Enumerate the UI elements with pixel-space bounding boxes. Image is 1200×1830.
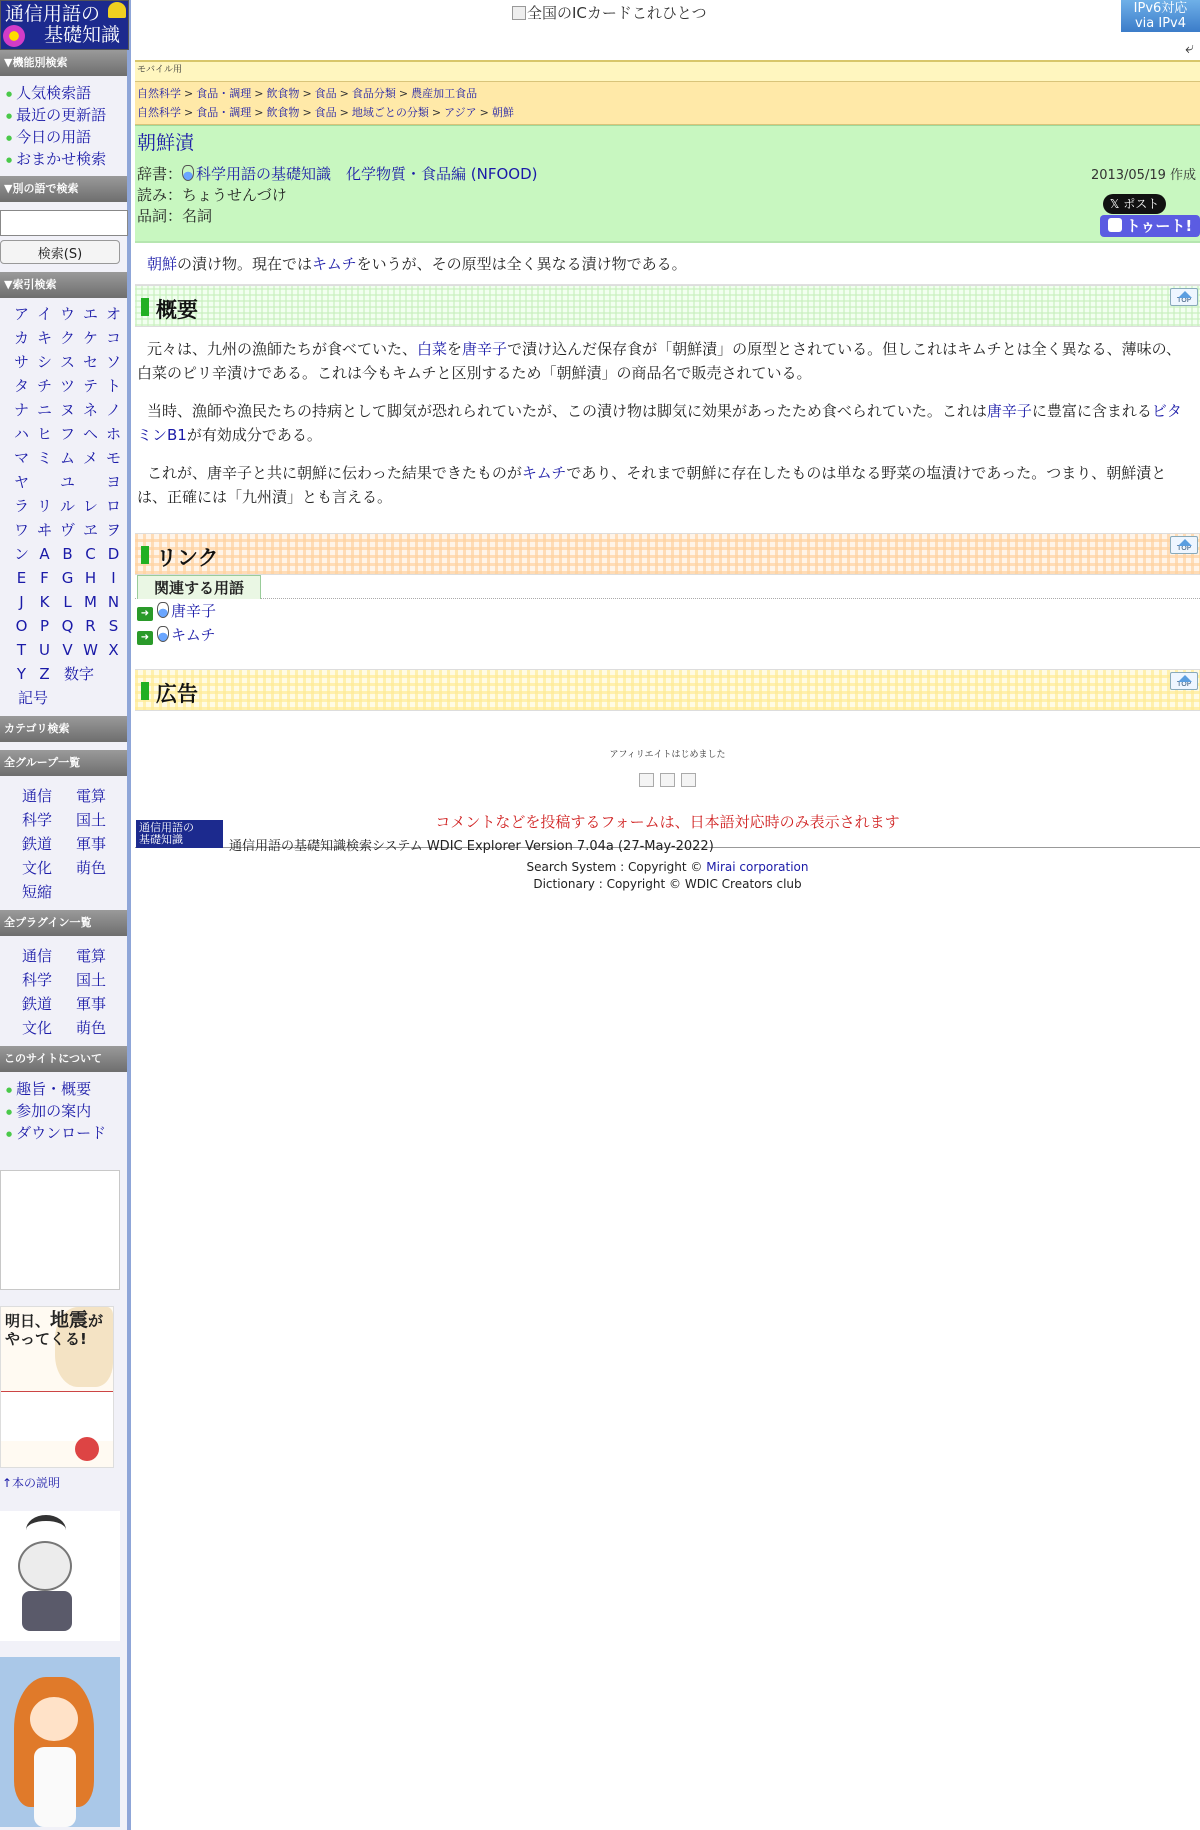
alpha-index-item[interactable]: I: [111, 569, 116, 587]
arrow-right-icon: ➜: [137, 607, 153, 621]
kana-index-item[interactable]: テ: [82, 377, 98, 395]
part-of-speech: 品詞：名詞: [137, 207, 213, 225]
kana-index-item[interactable]: ソ: [105, 353, 121, 371]
affiliate-image[interactable]: [681, 773, 696, 787]
kana-index-item[interactable]: ニ: [36, 401, 52, 419]
link-kimchi-2[interactable]: キムチ: [521, 464, 567, 482]
kana-index-item[interactable]: キ: [36, 329, 52, 347]
link-togarashi[interactable]: 唐辛子: [462, 340, 508, 358]
copyright-dictionary: Dictionary : Copyright © WDIC Creators club: [533, 877, 802, 891]
alpha-index-item[interactable]: K: [39, 593, 50, 611]
related-item[interactable]: ➜ 唐辛子: [135, 599, 1200, 623]
figure-ad-2[interactable]: [0, 1657, 120, 1827]
search-input[interactable]: [0, 210, 128, 236]
breadcrumb-separator: >: [302, 106, 312, 119]
broken-image-icon: [512, 6, 526, 20]
site-logo[interactable]: [0, 0, 129, 50]
search-form: [0, 202, 127, 272]
kana-index-item[interactable]: チ: [36, 377, 52, 395]
kana-index-item[interactable]: イ: [36, 305, 52, 323]
group-link[interactable]: 電算: [76, 787, 107, 805]
sidebar-item-today[interactable]: ● 今日の用語: [6, 126, 127, 148]
alpha-index-item[interactable]: V: [62, 641, 73, 659]
overview-body: [135, 327, 1200, 533]
overview-heading: [135, 285, 1200, 327]
sidebar-ad-placeholder[interactable]: [0, 1170, 120, 1290]
logo-line2: 基礎知識: [43, 24, 120, 46]
link-vitamin-b1[interactable]: ビタミンB1: [137, 402, 1182, 444]
link-togarashi-2[interactable]: 唐辛子: [986, 402, 1032, 420]
affiliate-image[interactable]: [660, 773, 675, 787]
dictionary-row: [137, 164, 1198, 185]
kana-index-item[interactable]: ウ: [59, 305, 75, 323]
back-to-top-icon[interactable]: TOP: [1170, 536, 1198, 554]
kana-index-item[interactable]: ル: [59, 497, 75, 515]
breadcrumb-link[interactable]: 食品分類: [351, 87, 396, 100]
page-title: 朝鮮漬: [137, 132, 195, 154]
plugin-link[interactable]: 文化: [22, 1019, 53, 1037]
overview-title: 概要: [156, 298, 198, 322]
kana-index-item[interactable]: ナ: [13, 401, 29, 419]
kana-index-item[interactable]: メ: [82, 449, 98, 467]
sidebar-item-join[interactable]: ● 参加の案内: [6, 1100, 127, 1122]
kana-index-item[interactable]: ヲ: [105, 521, 121, 539]
group-link[interactable]: 国土: [76, 811, 107, 829]
sidebar-item-download[interactable]: ● ダウンロード: [6, 1122, 127, 1144]
related-terms: [135, 575, 1200, 647]
return-arrow-icon[interactable]: ⤶: [1185, 38, 1194, 57]
alpha-index-item[interactable]: Y: [16, 665, 27, 683]
arrow-right-icon: ➜: [137, 631, 153, 645]
kana-index-item: [33, 470, 56, 494]
figure-ad-1[interactable]: [0, 1511, 120, 1641]
about-list: [0, 1072, 127, 1150]
top-banner-ad[interactable]: 全国のICカードこれひとつ: [512, 2, 707, 23]
kana-index-item[interactable]: ヱ: [82, 521, 98, 539]
heading-bar: [141, 682, 149, 700]
kana-index-item[interactable]: ユ: [59, 473, 75, 491]
kana-index-item[interactable]: ン: [13, 545, 29, 563]
footer-logo-line2: 基礎知識: [139, 833, 183, 846]
group-link[interactable]: 軍事: [76, 835, 107, 853]
link-hakusai[interactable]: 白菜: [417, 340, 448, 358]
kana-index-item[interactable]: オ: [105, 305, 121, 323]
sidebar-item-popular[interactable]: ● 人気検索語: [6, 82, 127, 104]
figure-head: [18, 1541, 72, 1591]
breadcrumb-link[interactable]: 食品: [314, 87, 337, 100]
ginkgo-leaf-icon: [108, 2, 126, 18]
plugin-link[interactable]: 萌色: [76, 1019, 107, 1037]
kana-index-item[interactable]: ア: [13, 305, 29, 323]
breadcrumb-link[interactable]: アジア: [444, 106, 477, 119]
alpha-index-item[interactable]: F: [40, 569, 49, 587]
flask-icon: [157, 626, 169, 642]
kana-index-item[interactable]: フ: [59, 425, 75, 443]
breadcrumb-link[interactable]: 農産加工食品: [411, 87, 478, 100]
links-title: リンク: [156, 546, 219, 570]
heading-bar: [141, 298, 149, 316]
breadcrumb-separator: >: [254, 106, 264, 119]
kana-index-item[interactable]: ム: [59, 449, 75, 467]
book-badge: [75, 1437, 99, 1461]
alpha-index-item[interactable]: N: [107, 593, 120, 611]
dictionary-link[interactable]: 科学用語の基礎知識 化学物質・食品編 (NFOOD): [196, 165, 538, 183]
group-link[interactable]: 科学: [22, 811, 53, 829]
alpha-index-item[interactable]: C: [85, 545, 96, 563]
kana-index-item[interactable]: エ: [82, 305, 98, 323]
kana-index-item[interactable]: ヒ: [36, 425, 52, 443]
groups-list: [0, 776, 127, 910]
alpha-index-item[interactable]: O: [15, 617, 28, 635]
kana-index-item[interactable]: リ: [36, 497, 52, 515]
breadcrumbs: [135, 81, 1200, 125]
kana-index-item[interactable]: ハ: [13, 425, 29, 443]
ipv6-line1: IPv6対応: [1133, 1, 1188, 16]
alpha-index-item[interactable]: G: [61, 569, 74, 587]
top-bar: [135, 0, 1200, 60]
kana-index-item[interactable]: タ: [13, 377, 29, 395]
kana-index-item[interactable]: ヰ: [36, 521, 52, 539]
alpha-index-item[interactable]: L: [63, 593, 72, 611]
kana-index-item[interactable]: ヌ: [59, 401, 75, 419]
heading-bar: [141, 546, 149, 564]
kana-index-item[interactable]: ヘ: [82, 425, 98, 443]
ads-title: 広告: [156, 682, 198, 706]
breadcrumb-separator: >: [302, 87, 312, 100]
main-content: [135, 0, 1200, 891]
alpha-index-item[interactable]: P: [39, 617, 50, 635]
breadcrumb-separator: >: [184, 87, 194, 100]
entry-header: [135, 125, 1200, 243]
alpha-index-item[interactable]: H: [84, 569, 97, 587]
kana-index-item[interactable]: ネ: [82, 401, 98, 419]
breadcrumb-link[interactable]: 地域ごとの分類: [351, 106, 429, 119]
groups-heading[interactable]: 全グループ一覧: [0, 750, 127, 776]
kana-index-item[interactable]: ク: [59, 329, 75, 347]
breadcrumb-2: [137, 103, 1198, 122]
kana-index-item[interactable]: コ: [105, 329, 121, 347]
comment-form-notice: コメントなどを投稿するフォームは、日本語対応時のみ表示されます: [435, 813, 900, 831]
breadcrumb-link[interactable]: 食品: [314, 106, 337, 119]
breadcrumb-1: [137, 84, 1198, 103]
mobile-link-bar: [135, 60, 1200, 81]
toot-button[interactable]: トゥート!: [1100, 215, 1200, 237]
ipv6-line2: via IPv4: [1134, 16, 1187, 31]
kana-index-item[interactable]: ロ: [105, 497, 121, 515]
group-link[interactable]: 通信: [22, 787, 53, 805]
kana-index-item: [79, 470, 102, 494]
plugin-link[interactable]: 電算: [76, 947, 107, 965]
breadcrumb-link[interactable]: 自然科学: [137, 87, 181, 100]
index-symbols[interactable]: 記号: [17, 689, 48, 707]
ads-heading: [135, 669, 1200, 711]
kana-index-item[interactable]: レ: [82, 497, 98, 515]
alpha-index-item[interactable]: U: [39, 641, 50, 659]
alpha-index-item[interactable]: Z: [39, 665, 50, 683]
feature-search-list: [0, 76, 127, 176]
alpha-index-item[interactable]: S: [108, 617, 119, 635]
breadcrumb-separator: >: [339, 106, 349, 119]
affiliate-images: [135, 772, 1200, 791]
about-heading[interactable]: このサイトについて: [0, 1046, 127, 1072]
x-post-button[interactable]: 𝕏 ポスト: [1103, 194, 1166, 214]
flask-icon: [182, 165, 194, 181]
kana-index-item[interactable]: ホ: [105, 425, 121, 443]
group-link[interactable]: 鉄道: [22, 835, 53, 853]
alpha-index-item[interactable]: J: [19, 593, 24, 611]
kana-index-item[interactable]: ツ: [59, 377, 75, 395]
kana-index-item[interactable]: モ: [105, 449, 121, 467]
book-band: [1, 1391, 113, 1441]
dictionary-label: 辞書：: [137, 165, 183, 183]
back-to-top-icon[interactable]: TOP: [1170, 672, 1198, 690]
figure-body: [22, 1591, 72, 1631]
kana-index-item[interactable]: セ: [82, 353, 98, 371]
book-note-link[interactable]: ↑本の説明: [2, 1476, 61, 1490]
breadcrumb-link[interactable]: 飲食物: [266, 87, 300, 100]
breadcrumb-link[interactable]: 食品・調理: [196, 106, 252, 119]
alpha-index-item[interactable]: B: [62, 545, 73, 563]
flower-icon: [3, 25, 25, 47]
overview-paragraph-1: 元々は、九州の漁師たちが食べていた、白菜を唐辛子で漬け込んだ保存食が「朝鮮漬」の原型とされている。但しこれはキムチとは全く異なる、薄味の、白菜のピリ辛漬けである。これは今もキムチと区別するため「朝鮮漬」の商品名で販売されている。: [137, 340, 1182, 382]
affiliate-note: アフィリエイトはじめました: [609, 750, 726, 760]
plugin-link[interactable]: 鉄道: [22, 995, 53, 1013]
plugins-list: [0, 936, 127, 1046]
search-button[interactable]: 検索(S): [0, 240, 120, 264]
kana-index-item[interactable]: サ: [13, 353, 29, 371]
book-title: 明日、地震が やってくる!: [5, 1309, 104, 1348]
breadcrumb-separator: >: [479, 106, 489, 119]
links-heading: [135, 533, 1200, 575]
back-to-top-icon[interactable]: TOP: [1170, 288, 1198, 306]
breadcrumb-link[interactable]: 食品・調理: [196, 87, 252, 100]
plugin-link[interactable]: 国土: [76, 971, 107, 989]
link-kimchi[interactable]: キムチ: [312, 255, 357, 273]
intro-text: 朝鮮の漬け物。現在ではキムチをいうが、その原型は全く異なる漬け物である。: [135, 243, 1200, 285]
figure-dress: [34, 1747, 76, 1827]
copyright-search-system: Search System : Copyright © Mirai corporation: [526, 860, 809, 874]
plugin-link[interactable]: 科学: [22, 971, 53, 989]
overview-paragraph-3: これが、唐辛子と共に朝鮮に伝わった結果できたものがキムチであり、それまで朝鮮に存在したものは単なる野菜の塩漬けであった。つまり、朝鮮漬とは、正確には「九州漬」とも言える。: [137, 464, 1167, 506]
kana-index-item[interactable]: ヨ: [105, 473, 121, 491]
footer-logo[interactable]: [136, 820, 223, 848]
kana-index-item[interactable]: ミ: [36, 449, 52, 467]
alpha-index-item[interactable]: M: [84, 593, 97, 611]
index-search-heading[interactable]: ▼索引検索: [0, 272, 127, 298]
kana-index-item[interactable]: マ: [13, 449, 29, 467]
breadcrumb-link[interactable]: 飲食物: [266, 106, 300, 119]
sidebar: [0, 0, 131, 1830]
alpha-index-item[interactable]: Q: [61, 617, 74, 635]
figure-face: [30, 1697, 78, 1741]
kana-index-item[interactable]: ワ: [13, 521, 29, 539]
group-link[interactable]: 文化: [22, 859, 53, 877]
plugin-link[interactable]: 通信: [22, 947, 53, 965]
category-search-heading[interactable]: カテゴリ検索: [0, 716, 127, 742]
kana-index-item[interactable]: ス: [59, 353, 75, 371]
kana-index-item[interactable]: ノ: [105, 401, 121, 419]
kana-index-item[interactable]: ラ: [13, 497, 29, 515]
feature-search-heading[interactable]: ▼機能別検索: [0, 50, 127, 76]
sidebar-item-random[interactable]: ● おまかせ検索: [6, 148, 127, 170]
kana-index-item[interactable]: ケ: [82, 329, 98, 347]
kana-index-item[interactable]: ヤ: [13, 473, 29, 491]
related-terms-tab[interactable]: 関連する用語: [137, 575, 261, 599]
sidebar-item-recent[interactable]: ● 最近の更新語: [6, 104, 127, 126]
breadcrumb-separator: >: [398, 87, 409, 100]
group-link[interactable]: 短縮: [22, 883, 53, 901]
kana-index-item[interactable]: シ: [36, 353, 52, 371]
plugin-link[interactable]: 軍事: [76, 995, 107, 1013]
index-numbers[interactable]: 数字: [63, 665, 94, 683]
footer-logo-line1: 通信用語の: [139, 821, 194, 834]
related-item[interactable]: ➜ キムチ: [135, 623, 1200, 647]
mirai-link[interactable]: Mirai corporation: [706, 860, 809, 874]
breadcrumb-separator: >: [431, 106, 442, 119]
book-cover[interactable]: [0, 1306, 114, 1468]
alpha-index-item[interactable]: D: [107, 545, 120, 563]
breadcrumb-separator: >: [339, 87, 349, 100]
breadcrumb-link[interactable]: 自然科学: [137, 106, 181, 119]
sidebar-item-purpose[interactable]: ● 趣旨・概要: [6, 1078, 127, 1100]
breadcrumb-separator: >: [254, 87, 264, 100]
plugins-heading[interactable]: 全プラグイン一覧: [0, 910, 127, 936]
alpha-index-item[interactable]: X: [108, 641, 119, 659]
kana-index: [0, 298, 127, 716]
breadcrumb-separator: >: [184, 106, 194, 119]
alpha-index-item[interactable]: E: [16, 569, 27, 587]
group-link[interactable]: 萌色: [76, 859, 107, 877]
ipv6-badge[interactable]: [1121, 0, 1200, 32]
flask-icon: [157, 602, 169, 618]
alpha-index-item[interactable]: R: [85, 617, 96, 635]
created-date: 2013/05/19 作成: [1090, 168, 1196, 183]
alpha-index-item[interactable]: T: [16, 641, 27, 659]
alpha-index-item[interactable]: W: [83, 641, 98, 659]
kana-index-item[interactable]: カ: [13, 329, 29, 347]
overview-paragraph-2: 当時、漁師や漁民たちの持病として脚気が恐れられていたが、この漬け物は脚気に効果があったため食べられていた。これは唐辛子に豊富に含まれるビタミンB1が有効成分である。: [137, 402, 1182, 444]
kana-index-item[interactable]: ヴ: [59, 521, 75, 539]
footer-system-text: 通信用語の基礎知識検索システム WDIC Explorer Version 7.04a (27-May-2022): [229, 839, 714, 854]
kana-index-item[interactable]: ト: [105, 377, 121, 395]
mobile-link[interactable]: モバイル用: [137, 65, 183, 75]
reading: 読み：ちょうせんづけ: [137, 186, 287, 204]
affiliate-image[interactable]: [639, 773, 654, 787]
breadcrumb-link[interactable]: 朝鮮: [491, 106, 514, 119]
lang-search-heading[interactable]: ▼別の語で検索: [0, 176, 127, 202]
logo-line1: 通信用語の: [5, 3, 101, 25]
link-chosen[interactable]: 朝鮮: [147, 255, 178, 273]
alpha-index-item[interactable]: A: [39, 545, 50, 563]
mastodon-icon: [1108, 218, 1122, 232]
